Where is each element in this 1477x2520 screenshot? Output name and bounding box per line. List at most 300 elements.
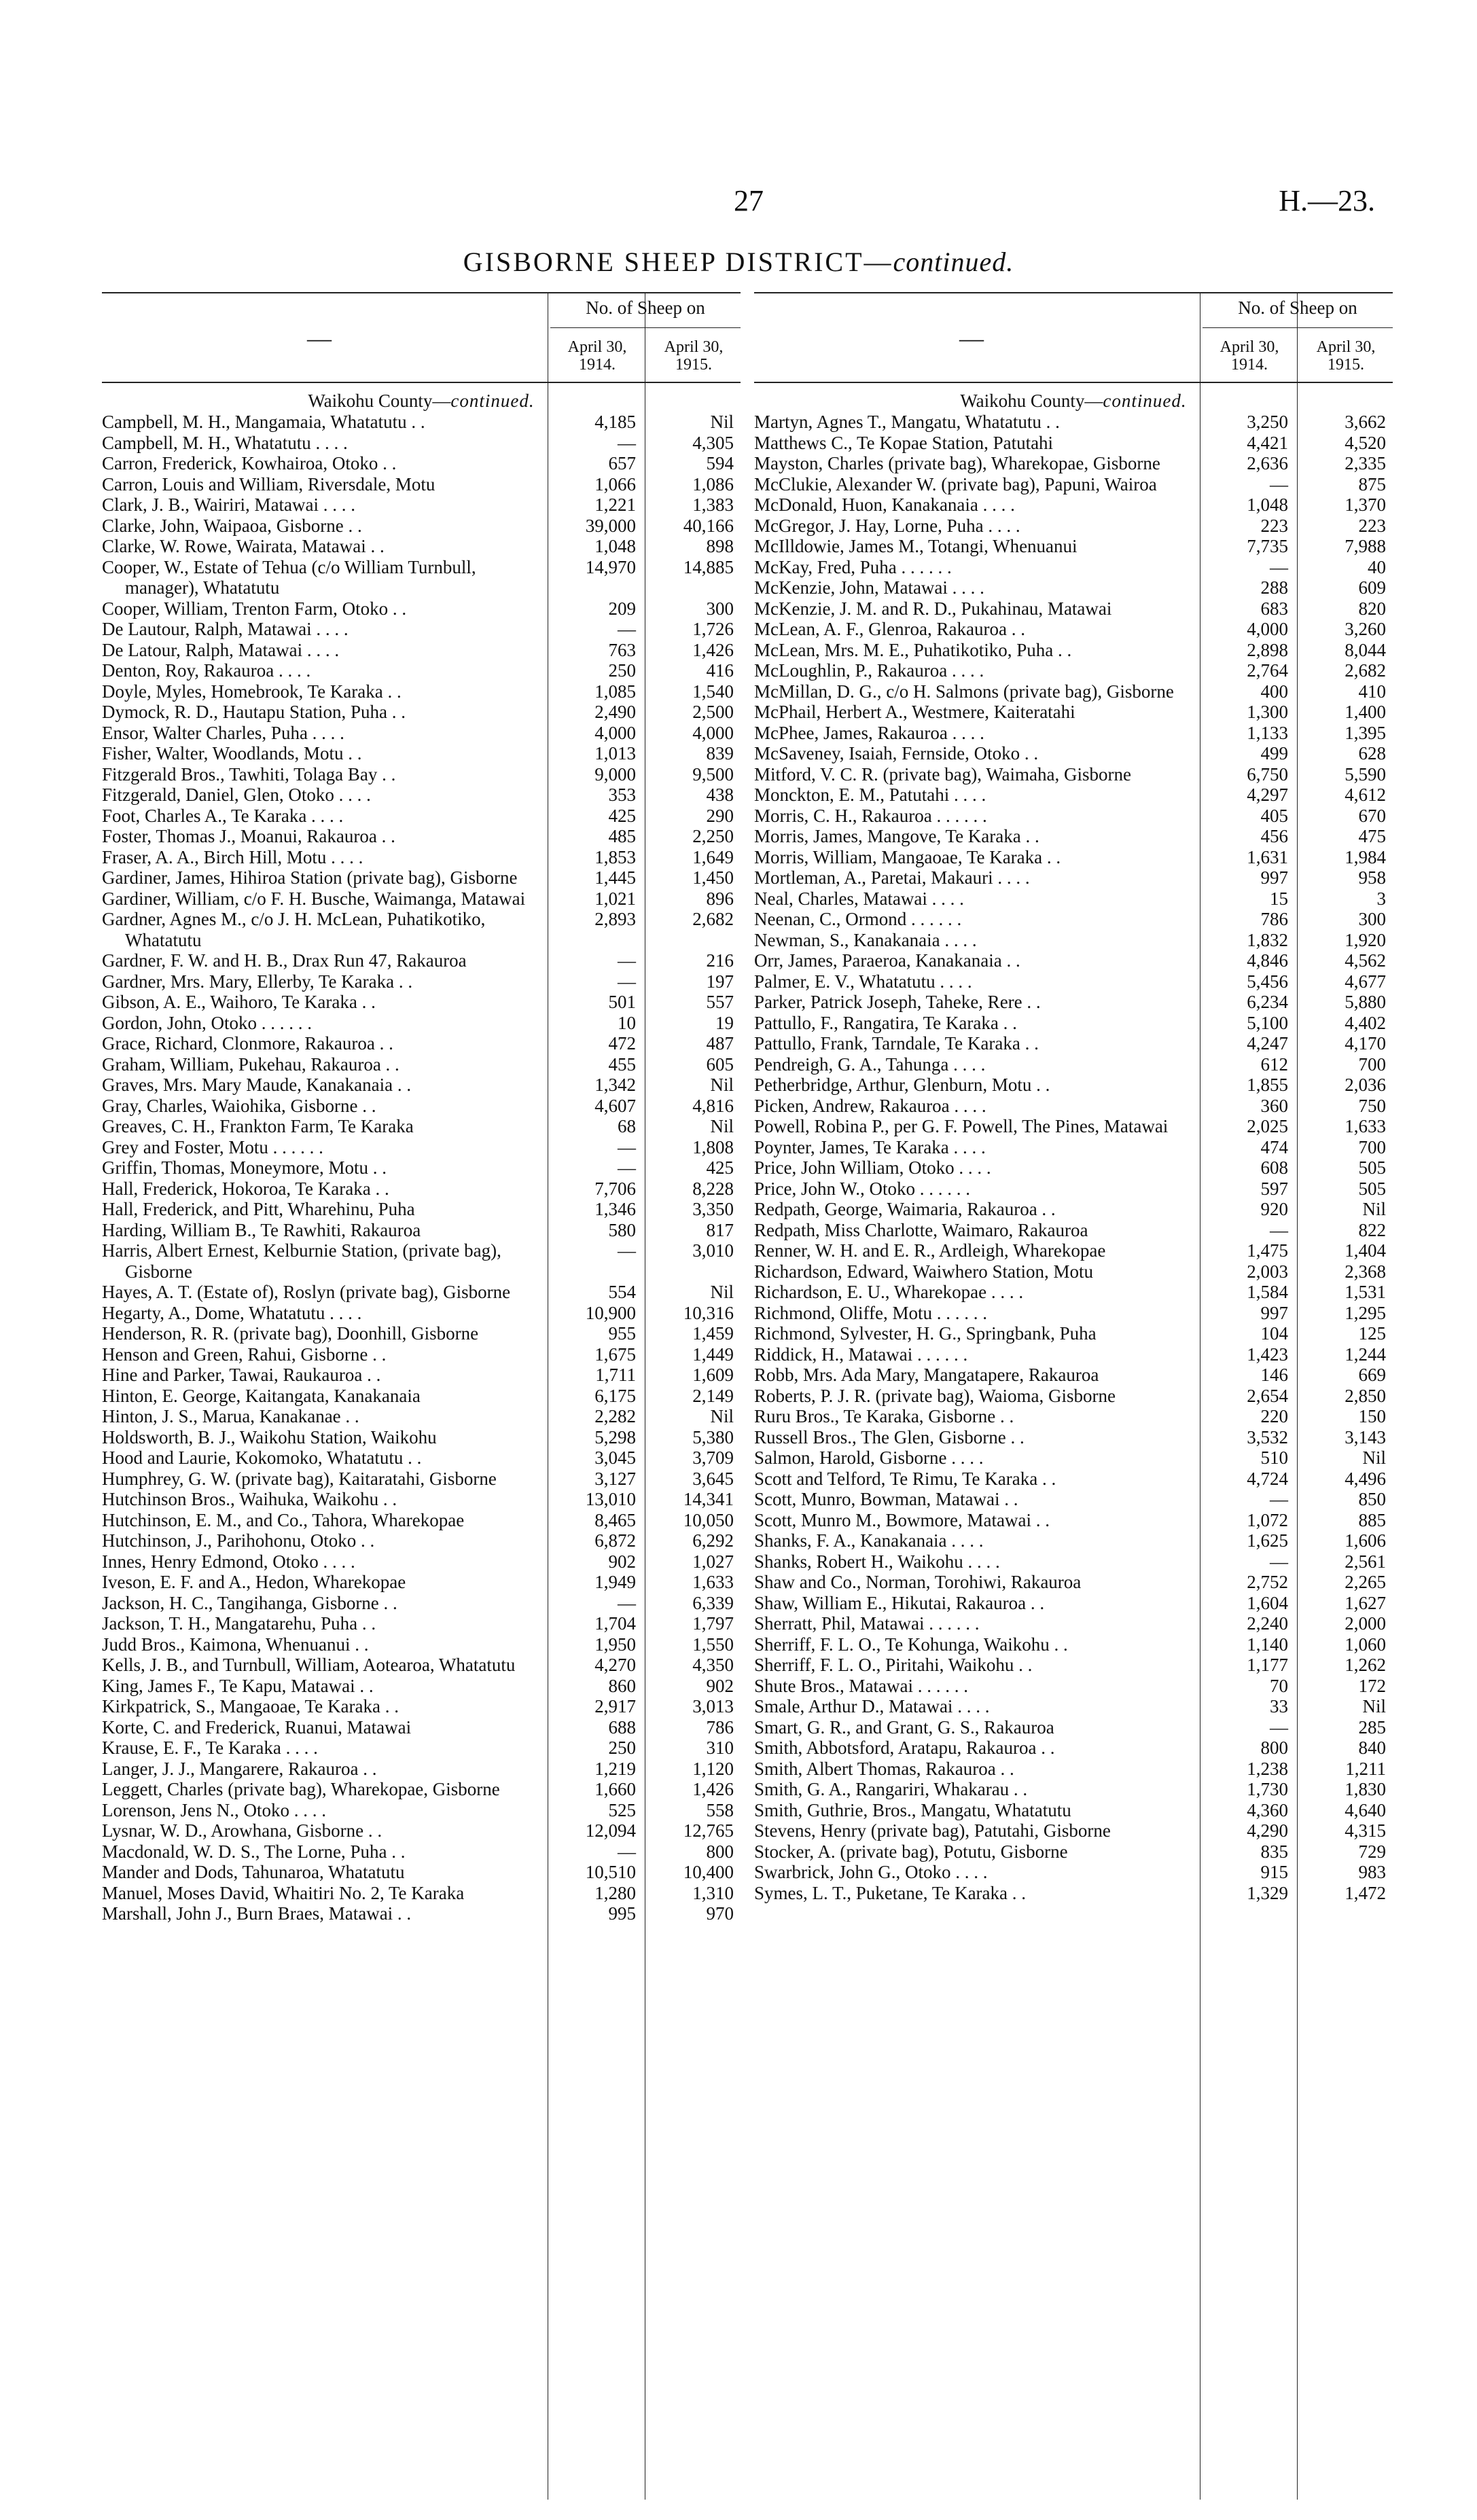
owner-cell [754,1261,1182,1282]
owner-name: Gardner, F. W. and H. B., Drax Run 47, Rakauroa [102,950,467,971]
owner-cell [102,1800,530,1821]
section-continued: continued. [1103,391,1187,411]
owner-cell [102,1593,530,1614]
sheep-count-1914: — [1270,1219,1288,1240]
owner-name: Morris, C. H., Rakauroa . . . . . . [754,805,987,826]
sheep-count-1914: 1,625 [1247,1530,1288,1551]
sheep-count-1915: 820 [1358,598,1386,619]
owner-cell [754,1033,1182,1054]
sheep-count-1914: — [1270,556,1288,577]
sheep-count-1914: 4,185 [594,412,636,432]
header-col-1915: April 30, 1915. [664,338,724,374]
sheep-count-1915: 475 [1358,826,1386,846]
table-header [102,292,741,383]
owner-cell [102,1883,530,1904]
owner-name: Smith, Albert Thomas, Rakauroa . . [754,1758,1014,1779]
sheep-count-1915: 505 [1358,1178,1386,1199]
owner-name: Poynter, James, Te Karaka . . . . [754,1136,986,1157]
owner-cell [754,847,1182,868]
owner-name: Redpath, Miss Charlotte, Waimaro, Rakauroa [754,1219,1088,1240]
owner-cell [754,1240,1182,1261]
owner-cell [754,1676,1182,1697]
owner-cell [102,1469,530,1490]
sheep-count-1914: 8,465 [594,1509,636,1530]
sheep-count-1915: 1,400 [1345,702,1386,722]
sheep-count-1915: 2,850 [1345,1385,1386,1406]
sheep-count-1915: 2,500 [692,702,734,722]
owner-name: Shanks, Robert H., Waikohu . . . . [754,1551,1000,1572]
sheep-count-1914: 209 [608,598,636,619]
sheep-count-1915: 1,984 [1345,846,1386,867]
owner-cell [754,1075,1182,1096]
sheep-count-1915: 850 [1358,1489,1386,1509]
owner-name: Price, John William, Otoko . . . . [754,1157,991,1178]
owner-cell [102,1282,530,1303]
owner-cell [102,1676,530,1697]
sheep-count-1915: 896 [706,888,734,909]
owner-name: McClukie, Alexander W. (private bag), Papuni, Wairoa [754,473,1157,494]
sheep-count-1914: 597 [1260,1178,1288,1199]
owner-cell [754,1137,1182,1158]
owner-name: Ensor, Walter Charles, Puha . . . . [102,722,344,743]
owner-cell [754,971,1182,992]
owner-name: Harris, Albert Ernest, Kelburnie Station, (private bag), Gisborne [102,1240,501,1282]
sheep-count-1914: 554 [608,1282,636,1302]
owner-name: McLean, Mrs. M. E., Puhatikotiko, Puha . . [754,639,1072,660]
owner-cell [102,640,530,661]
sheep-count-1915: 2,250 [692,826,734,846]
owner-name: McIlldowie, James M., Totangi, Whenuanui [754,536,1078,556]
owner-cell [102,971,530,992]
sheep-count-1915: 1,726 [692,619,734,639]
sheep-count-1914: 683 [1260,598,1288,619]
sheep-count-1914: 1,950 [594,1634,636,1655]
sheep-count-1915: 4,315 [1345,1820,1386,1841]
sheep-count-1914: — [618,1136,636,1157]
owner-cell [754,1759,1182,1780]
sheep-count-1914: 353 [608,785,636,805]
sheep-count-1914: 920 [1260,1199,1288,1219]
sheep-count-1914: 1,711 [595,1365,636,1385]
owner-name: Smale, Arthur D., Matawai . . . . [754,1696,990,1716]
sheep-count-1914: 1,238 [1247,1758,1288,1779]
owner-name: Hegarty, A., Dome, Whatatutu . . . . [102,1302,362,1323]
owner-cell [754,1883,1182,1904]
sheep-count-1914: 2,636 [1247,453,1288,473]
sheep-count-1915: 817 [706,1219,734,1240]
sheep-count-1914: 4,247 [1247,1033,1288,1054]
sheep-count-1914: 9,000 [594,763,636,785]
sheep-count-1915: 2,682 [692,909,734,929]
owner-cell [754,1178,1182,1200]
owner-cell [754,1469,1182,1490]
owner-cell [754,1841,1182,1862]
sheep-count-1914: 4,421 [1247,432,1288,453]
sheep-count-1914: 1,730 [1247,1779,1288,1799]
sheep-count-1914: 2,025 [1247,1116,1288,1136]
title-continued: continued. [893,247,1014,277]
sheep-count-1914: 405 [1260,805,1288,826]
sheep-count-1914: 425 [608,805,636,826]
sheep-count-1914: 580 [608,1219,636,1240]
owner-cell [754,1199,1182,1220]
owner-name: Marshall, John J., Burn Braes, Matawai . . [102,1903,412,1924]
owner-cell [102,1054,530,1075]
owner-cell [754,474,1182,495]
sheep-count-1915: 4,496 [1345,1468,1386,1489]
sheep-count-1914: 2,003 [1247,1261,1288,1282]
owner-name: Matthews C., Te Kopae Station, Patutahi [754,432,1054,453]
owner-cell [754,1013,1182,1034]
owner-name: Richardson, Edward, Waiwhero Station, Motu [754,1261,1093,1282]
owner-name: Grace, Richard, Clonmore, Rakauroa . . [102,1033,393,1054]
owner-cell [754,1365,1182,1386]
owner-cell [102,1717,530,1738]
sheep-count-1915: 1,310 [692,1882,734,1903]
owner-name: Smith, G. A., Rangariri, Whakarau . . [754,1779,1028,1799]
owner-name: Symes, L. T., Puketane, Te Karaka . . [754,1882,1027,1903]
sheep-count-1915: 2,265 [1345,1572,1386,1592]
owner-cell [102,723,530,744]
owner-name: Renner, W. H. and E. R., Ardleigh, Wharekopae [754,1240,1106,1261]
sheep-count-1915: 3,013 [692,1696,734,1716]
owner-cell [754,1447,1182,1469]
sheep-count-1914: 5,298 [594,1426,636,1447]
owner-name: Gibson, A. E., Waihoro, Te Karaka . . [102,992,376,1012]
owner-cell [754,557,1182,578]
sheep-count-1915: 4,640 [1345,1799,1386,1820]
sheep-count-1915: 40,166 [683,515,734,536]
sheep-count-1915: 605 [706,1054,734,1075]
owner-cell [102,433,530,454]
sheep-count-1914: 1,013 [594,743,636,763]
sheep-count-1914: — [618,950,636,971]
owner-cell [102,1033,530,1054]
sheep-count-1915: 885 [1358,1509,1386,1530]
sheep-count-1915: 1,383 [692,494,734,515]
sheep-count-1914: — [618,1841,636,1862]
sheep-count-1914: 5,456 [1247,971,1288,992]
sheep-count-1915: 2,036 [1345,1075,1386,1095]
sheep-count-1915: 729 [1358,1841,1386,1862]
owner-name: Neenan, C., Ormond . . . . . . [754,909,962,929]
sheep-count-1914: 1,021 [594,888,636,909]
owner-cell [102,1344,530,1365]
sheep-count-1915: 4,000 [692,722,734,743]
owner-cell [102,1903,530,1924]
owner-cell [754,412,1182,433]
sheep-count-1914: 2,917 [594,1696,636,1716]
sheep-count-1915: 1,262 [1345,1655,1386,1675]
owner-name: Orr, James, Paraeroa, Kanakanaia . . [754,950,1020,971]
sheep-count-1914: 288 [1260,577,1288,598]
owner-cell [102,1096,530,1117]
sheep-count-1914: — [618,619,636,639]
owner-name: Riddick, H., Matawai . . . . . . [754,1344,968,1365]
owner-cell [102,474,530,495]
owner-cell [754,598,1182,619]
header-col-1914: April 30, 1914. [567,338,627,374]
sheep-count-1915: 4,402 [1345,1012,1386,1033]
sheep-count-1915: 5,590 [1345,763,1386,785]
owner-cell [754,1655,1182,1676]
owner-name: Kirkpatrick, S., Mangaoae, Te Karaka . . [102,1696,399,1716]
owner-cell [754,1344,1182,1365]
owner-cell [754,1489,1182,1510]
sheep-count-1915: 983 [1358,1862,1386,1882]
sheep-count-1914: 2,240 [1247,1613,1288,1634]
owner-name: Greaves, C. H., Frankton Farm, Te Karaka [102,1116,414,1136]
owner-cell [102,1696,530,1717]
sheep-count-1914: 7,735 [1247,536,1288,556]
sheep-count-1915: Nil [710,1406,734,1426]
owner-cell [102,1862,530,1883]
owner-name: Denton, Roy, Rakauroa . . . . [102,660,311,681]
owner-name: Swarbrick, John G., Otoko . . . . [754,1862,988,1882]
sheep-count-1914: 1,832 [1247,929,1288,950]
owner-name: Gardner, Agnes M., c/o J. H. McLean, Puhatikotiko, Whatatutu [102,909,486,950]
sheep-count-1915: 1,120 [692,1758,734,1779]
owner-name: Smith, Abbotsford, Aratapu, Rakauroa . . [754,1738,1055,1758]
owner-cell [102,806,530,827]
owner-name: Redpath, George, Waimaria, Rakauroa . . [754,1199,1056,1219]
owner-name: Richmond, Sylvester, H. G., Springbank, Puha [754,1323,1097,1344]
owner-name: De Lautour, Ralph, Matawai . . . . [102,619,349,639]
owner-cell [754,1738,1182,1759]
column-rule [1297,292,1298,2500]
owner-cell [102,681,530,702]
owner-cell [102,1013,530,1034]
owner-cell [754,1386,1182,1407]
owner-name: Pendreigh, G. A., Tahunga . . . . [754,1054,986,1075]
owner-cell [754,1054,1182,1075]
section-label: Waikohu County— [960,391,1103,411]
owner-name: Hood and Laurie, Kokomoko, Whatatutu . . [102,1447,422,1468]
owner-cell [102,950,530,971]
sheep-count-1914: 2,893 [594,909,636,929]
sheep-count-1914: 6,234 [1247,992,1288,1012]
owner-cell [102,1365,530,1386]
sheep-count-1915: 1,606 [1345,1530,1386,1551]
owner-cell [754,660,1182,681]
owner-name: Hinton, J. S., Marua, Kanakanae . . [102,1406,359,1426]
sheep-count-1915: 3,645 [692,1468,734,1489]
owner-name: Hutchinson, E. M., and Co., Tahora, Wharekopae [102,1509,465,1530]
sheep-count-1914: — [618,1592,636,1613]
owner-cell [754,619,1182,640]
owner-name: McMillan, D. G., c/o H. Salmons (private bag), Gisborne [754,681,1174,702]
sheep-count-1914: 688 [608,1716,636,1738]
sheep-count-1914: 902 [608,1551,636,1572]
sheep-count-1914: 4,270 [594,1655,636,1675]
page-number: 27 [734,184,764,217]
sheep-count-1914: 786 [1260,909,1288,929]
sheep-count-1915: 1,472 [1345,1882,1386,1903]
page-title [0,246,1477,278]
owner-name: Hinton, E. George, Kaitangata, Kanakanaia [102,1385,421,1406]
sheep-count-1915: 14,341 [683,1489,734,1509]
sheep-count-1914: 10,510 [585,1862,636,1882]
owner-name: Hall, Frederick, and Pitt, Wharehinu, Puha [102,1199,415,1219]
sheep-count-1914: 1,584 [1247,1282,1288,1302]
owner-name: McLean, A. F., Glenroa, Rakauroa . . [754,619,1025,639]
sheep-count-1915: 970 [706,1903,734,1924]
owner-name: Gray, Charles, Waiohika, Gisborne . . [102,1095,376,1116]
owner-name: McKenzie, John, Matawai . . . . [754,577,984,598]
owner-cell [102,1820,530,1841]
right-table [754,292,1393,2500]
owner-cell [102,494,530,516]
sheep-count-1914: 657 [608,453,636,473]
owner-name: Russell Bros., The Glen, Gisborne . . [754,1426,1025,1447]
sheep-count-1914: 3,127 [594,1468,636,1489]
sheep-count-1915: 7,988 [1345,536,1386,556]
owner-cell [754,1510,1182,1531]
owner-name: Smart, G. R., and Grant, G. S., Rakauroa [754,1716,1054,1738]
sheep-count-1915: 839 [706,743,734,763]
sheep-count-1915: 9,500 [692,763,734,785]
owner-name: Petherbridge, Arthur, Glenburn, Motu . . [754,1075,1050,1095]
owner-cell [754,1862,1182,1883]
sheep-count-1914: 1,423 [1247,1344,1288,1365]
sheep-count-1914: 6,872 [594,1530,636,1551]
section-continued: continued. [450,391,535,411]
sheep-count-1914: 4,607 [594,1095,636,1116]
header-rule [550,327,741,328]
sheep-count-1915: 1,633 [1345,1116,1386,1136]
owner-name: Stocker, A. (private bag), Potutu, Gisborne [754,1841,1068,1862]
owner-cell [754,826,1182,847]
owner-name: Foster, Thomas J., Moanui, Rakauroa . . [102,826,395,846]
sheep-count-1914: 7,706 [594,1178,636,1199]
sheep-count-1914: 1,604 [1247,1592,1288,1613]
sheep-count-1914: — [618,1240,636,1261]
owner-cell [754,992,1182,1013]
owner-cell [102,453,530,474]
owner-cell [754,950,1182,971]
owner-name: King, James F., Te Kapu, Matawai . . [102,1675,374,1696]
sheep-count-1915: 125 [1358,1323,1386,1344]
owner-cell [102,1510,530,1531]
owner-name: McKay, Fred, Puha . . . . . . [754,556,952,577]
owner-cell [102,598,530,619]
sheep-count-1914: 4,846 [1247,950,1288,971]
sheep-count-1914: 13,010 [585,1489,636,1509]
sheep-count-1915: 2,149 [692,1385,734,1406]
owner-cell [754,1593,1182,1614]
sheep-count-1915: 416 [706,660,734,681]
owner-name: Richardson, E. U., Wharekopae . . . . [754,1282,1024,1302]
sheep-count-1915: 4,170 [1345,1033,1386,1054]
owner-name: Langer, J. J., Mangarere, Rakauroa . . [102,1758,377,1779]
sheep-count-1914: 1,445 [594,867,636,888]
header-blank: — [307,325,332,352]
sheep-count-1914: 608 [1260,1157,1288,1178]
owner-cell [754,1572,1182,1593]
sheep-count-1915: 300 [1358,909,1386,929]
owner-cell [102,1447,530,1469]
owner-cell [754,494,1182,516]
owner-name: McDonald, Huon, Kanakanaia . . . . [754,494,1015,515]
owner-name: Dymock, R. D., Hautapu Station, Puha . . [102,702,406,722]
owner-cell [102,1116,530,1137]
sheep-count-1914: 4,290 [1247,1820,1288,1841]
owner-cell [102,1779,530,1800]
header-rule [1203,327,1393,328]
sheep-count-1915: 1,370 [1345,494,1386,515]
owner-name: Foot, Charles A., Te Karaka . . . . [102,805,344,826]
owner-name: Harding, William B., Te Rawhiti, Rakauroa [102,1219,421,1240]
sheep-count-1915: 3,709 [692,1447,734,1468]
owner-cell [102,702,530,723]
sheep-count-1914: 860 [608,1675,636,1696]
owner-name: Hayes, A. T. (Estate of), Roslyn (private bag), Gisborne [102,1282,511,1302]
sheep-count-1914: 1,704 [594,1613,636,1634]
sheep-count-1915: 1,550 [692,1634,734,1655]
owner-name: Mayston, Charles (private bag), Wharekopae, Gisborne [754,453,1160,473]
sheep-count-1914: 1,631 [1247,846,1288,867]
owner-name: Powell, Robina P., per G. F. Powell, The Pines, Matawai [754,1116,1169,1136]
sheep-count-1914: 400 [1260,681,1288,702]
owner-cell [102,1386,530,1407]
owner-cell [102,1427,530,1448]
sheep-count-1914: 360 [1260,1095,1288,1116]
owner-name: Gardiner, James, Hihiroa Station (private bag), Gisborne [102,867,518,888]
sheep-count-1914: 70 [1270,1675,1288,1696]
owner-name: Shanks, F. A., Kanakanaia . . . . [754,1530,984,1551]
sheep-count-1915: 1,459 [692,1323,734,1344]
sheep-count-1915: 425 [706,1157,734,1178]
sheep-count-1915: 1,531 [1345,1282,1386,1302]
sheep-count-1915: 1,540 [692,681,734,702]
owner-cell [102,1489,530,1510]
sheep-count-1914: 1,221 [594,494,636,515]
owner-name: Holdsworth, B. J., Waikohu Station, Waikohu [102,1426,437,1447]
sheep-count-1915: 1,395 [1345,722,1386,743]
sheep-count-1914: 1,949 [594,1572,636,1592]
sheep-count-1914: 220 [1260,1406,1288,1426]
owner-cell [102,1530,530,1551]
sheep-count-1914: 3,532 [1247,1426,1288,1447]
owner-name: Sherriff, F. L. O., Te Kohunga, Waikohu . . [754,1634,1068,1655]
sheep-count-1914: 15 [1270,888,1288,909]
owner-cell [102,1738,530,1759]
owner-cell [102,888,530,910]
sheep-count-1914: 1,048 [594,536,636,556]
sheep-count-1915: 786 [706,1716,734,1738]
owner-name: Scott, Munro, Bowman, Matawai . . [754,1489,1018,1509]
sheep-count-1915: 6,339 [692,1592,734,1613]
owner-cell [754,1530,1182,1551]
owner-name: Scott and Telford, Te Rimu, Te Karaka . . [754,1468,1056,1489]
left-table [102,292,741,2500]
owner-cell [754,1779,1182,1800]
owner-name: Robb, Mrs. Ada Mary, Mangatapere, Rakauroa [754,1365,1099,1385]
owner-cell [102,1655,530,1676]
sheep-count-1914: 1,475 [1247,1240,1288,1261]
owner-name: Neal, Charles, Matawai . . . . [754,888,964,909]
owner-name: McGregor, J. Hay, Lorne, Puha . . . . [754,515,1020,536]
document-reference: H.—23. [1279,184,1375,217]
sheep-count-1914: 456 [1260,826,1288,846]
sheep-count-1915: 3,260 [1345,619,1386,639]
sheep-count-1915: 4,520 [1345,432,1386,453]
sheep-count-1915: 1,426 [692,1779,734,1799]
sheep-count-1914: 1,855 [1247,1075,1288,1095]
sheep-count-1914: — [618,1157,636,1178]
owner-name: Cooper, W., Estate of Tehua (c/o William Turnbull, manager), Whatatutu [102,556,476,598]
sheep-count-1914: 485 [608,826,636,846]
